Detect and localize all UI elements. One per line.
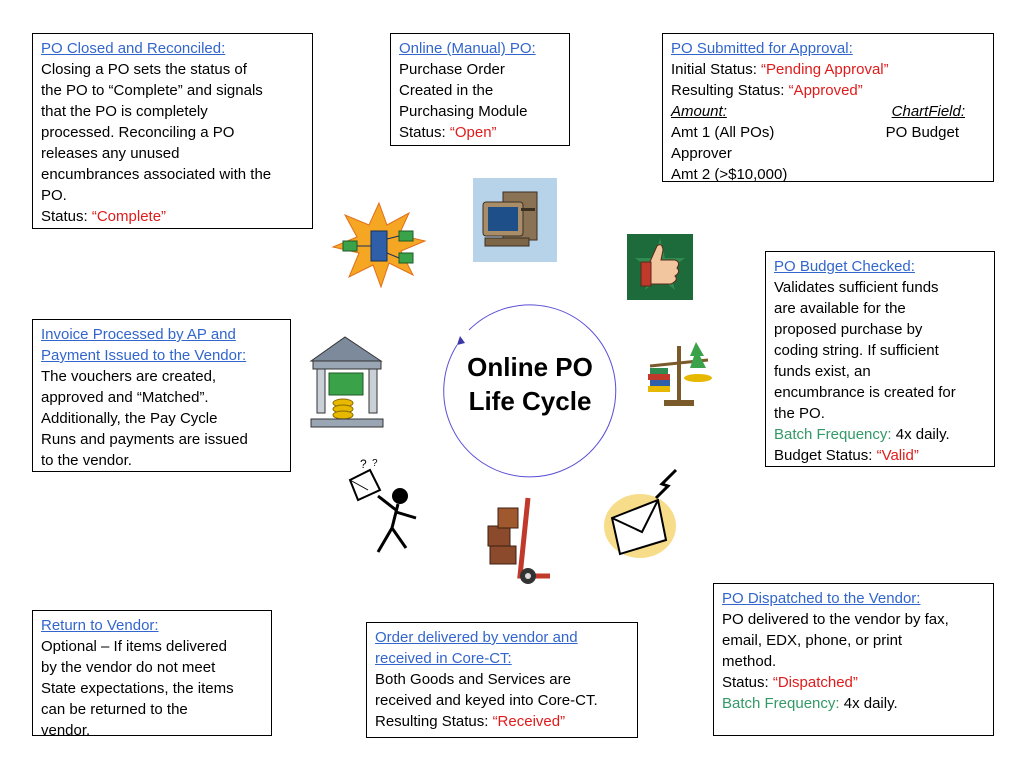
batch-line: [774, 424, 986, 445]
status-value: “Valid”: [876, 447, 919, 464]
box-line: the PO to “Complete” and signals: [41, 82, 263, 99]
status-line: [722, 672, 985, 693]
box-line: encumbrances associated with the: [41, 166, 272, 183]
box-line: The vouchers are created,: [41, 368, 217, 385]
batch-label: Batch Frequency:: [722, 695, 840, 712]
envelope-icon: [602, 468, 686, 560]
amount-header: Amount:: [671, 103, 727, 120]
box-line: coding string. If sufficient: [774, 342, 939, 359]
chartfield-header: ChartField:: [891, 103, 965, 120]
chartfield-cell: PO Budget: [885, 124, 959, 141]
svg-text:?: ?: [360, 457, 367, 471]
status-label: Resulting Status:: [671, 82, 789, 99]
box-heading: Payment Issued to the Vendor:: [41, 347, 247, 364]
status-label: Initial Status:: [671, 61, 762, 78]
box-heading: Invoice Processed by AP and: [41, 326, 236, 343]
hand-truck-icon: [484, 492, 556, 588]
status-line: [41, 206, 304, 227]
bank-icon: [305, 333, 387, 431]
box-line: releases any unused: [41, 145, 180, 162]
box-heading: received in Core-CT:: [375, 650, 512, 667]
status-label: Status:: [399, 124, 450, 141]
box-heading: PO Closed and Reconciled:: [41, 40, 226, 57]
box-line: approved and “Matched”.: [41, 389, 209, 406]
box-line: that the PO is completely: [41, 103, 208, 120]
status-value: “Pending Approval”: [761, 61, 889, 78]
box-line: Created in the: [399, 82, 494, 99]
box-line: PO.: [41, 187, 67, 204]
po-submitted-box: [662, 33, 994, 182]
status-label: Budget Status:: [774, 447, 877, 464]
status-value: “Approved”: [788, 82, 863, 99]
status-value: “Received”: [492, 713, 566, 730]
amount-cell: Amt 1 (All POs): [671, 124, 775, 141]
box-heading: Order delivered by vendor and: [375, 629, 578, 646]
column-headers: [671, 101, 985, 122]
box-line: Additionally, the Pay Cycle: [41, 410, 218, 427]
batch-value: 4x daily.: [839, 695, 898, 712]
status-value: “Dispatched”: [772, 674, 858, 691]
box-line: proposed purchase by: [774, 321, 923, 338]
box-line: PO delivered to the vendor by fax,: [722, 611, 949, 628]
box-line: Runs and payments are issued: [41, 431, 248, 448]
status-label: Status:: [722, 674, 773, 691]
network-burst-icon: [333, 203, 425, 287]
scales-icon: [644, 338, 714, 410]
box-line: State expectations, the items: [41, 680, 234, 697]
status-line: [774, 445, 986, 466]
status-label: Status:: [41, 208, 92, 225]
box-line: to the vendor.: [41, 452, 132, 469]
po-closed-box: [32, 33, 313, 229]
status-value: “Complete”: [91, 208, 167, 225]
center-title: [445, 350, 615, 418]
po-dispatched-box: [713, 583, 994, 736]
box-line: processed. Reconciling a PO: [41, 124, 235, 141]
box-line: Validates sufficient funds: [774, 279, 939, 296]
box-heading: PO Dispatched to the Vendor:: [722, 590, 921, 607]
po-budget-box: [765, 251, 995, 467]
box-line: Purchasing Module: [399, 103, 528, 120]
center-title-line: Life Cycle: [468, 386, 592, 416]
batch-value: 4x daily.: [891, 426, 950, 443]
batch-label: Batch Frequency:: [774, 426, 892, 443]
box-line: can be returned to the: [41, 701, 188, 718]
box-line: by the vendor do not meet: [41, 659, 216, 676]
return-box: [32, 610, 272, 739]
status-label: Resulting Status:: [375, 713, 493, 730]
dancing-figure-icon: [342, 456, 422, 560]
status-line: [671, 80, 985, 101]
box-heading: Return to Vendor:: [41, 617, 159, 634]
box-line: Optional – If items delivered: [41, 638, 227, 655]
box-line: the PO.: [774, 405, 825, 422]
box-line: Both Goods and Services are: [375, 671, 571, 688]
thumbs-up-icon: [627, 234, 693, 300]
box-line: method.: [722, 653, 777, 670]
box-line: funds exist, an: [774, 363, 871, 380]
status-line: [399, 122, 561, 143]
box-line: Purchase Order: [399, 61, 505, 78]
box-line: vendor.: [41, 722, 91, 739]
box-heading: PO Budget Checked:: [774, 258, 915, 275]
box-line: email, EDX, phone, or print: [722, 632, 903, 649]
box-line: encumbrance is created for: [774, 384, 956, 401]
svg-text:?: ?: [372, 458, 378, 469]
batch-line: [722, 693, 985, 714]
online-po-box: [390, 33, 570, 146]
center-title-line: Online PO: [467, 352, 593, 382]
box-line: are available for the: [774, 300, 906, 317]
invoice-box: [32, 319, 291, 472]
status-line: [375, 711, 629, 732]
box-heading: Online (Manual) PO:: [399, 40, 536, 57]
box-heading: PO Submitted for Approval:: [671, 40, 853, 57]
box-line: Closing a PO sets the status of: [41, 61, 247, 78]
status-line: [671, 59, 985, 80]
approval-row: [671, 122, 985, 143]
box-line: received and keyed into Core-CT.: [375, 692, 598, 709]
box-line: Amt 2 (>$10,000): [671, 166, 788, 183]
status-value: “Open”: [449, 124, 497, 141]
order-delivered-box: [366, 622, 638, 738]
computer-icon: [473, 178, 557, 262]
box-line: Approver: [671, 145, 732, 162]
